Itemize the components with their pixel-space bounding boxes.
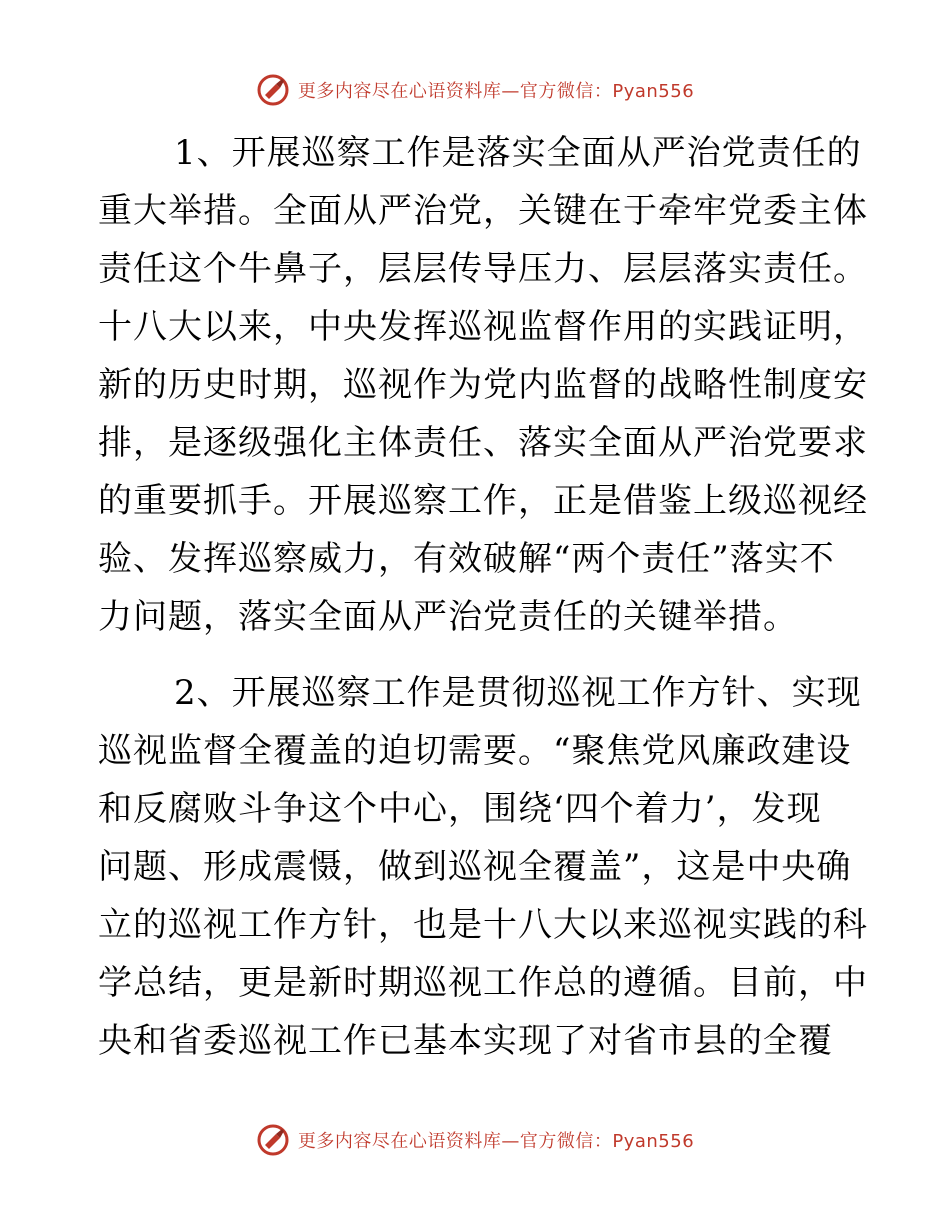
logo-seal-icon xyxy=(256,1123,290,1157)
text-line: 验、发挥巡察威力，有效破解“两个责任”落实不 xyxy=(98,539,835,579)
text-line: 和反腐败斗争这个中心，围绕‘四个着力’，发现 xyxy=(98,789,822,829)
text-line: 十八大以来，中央发挥巡视监督作用的实践证明， xyxy=(98,307,868,347)
text-line: 问题、形成震慑，做到巡视全覆盖”，这是中央确 xyxy=(98,847,852,887)
paragraph-1 xyxy=(98,124,868,646)
text-line: 学总结，更是新时期巡视工作总的遵循。目前，中 xyxy=(98,963,868,1003)
text-line: 新的历史时期，巡视作为党内监督的战略性制度安 xyxy=(98,365,868,405)
text-line: 重大举措。全面从严治党，关键在于牵牢党委主体 xyxy=(98,191,868,231)
text-line: 巡视监督全覆盖的迫切需要。“聚焦党风廉政建设 xyxy=(98,731,852,771)
text-line: 力问题，落实全面从严治党责任的关键举措。 xyxy=(98,597,798,637)
paragraph-2 xyxy=(98,664,868,1070)
text-line: 排，是逐级强化主体责任、落实全面从严治党要求 xyxy=(98,423,868,463)
document-body xyxy=(98,124,868,1088)
header-banner xyxy=(0,70,950,110)
footer-banner-text: 更多内容尽在心语资料库—官方微信：Pyan556 xyxy=(297,1131,695,1152)
text-line: 2、开展巡察工作是贯彻巡视工作方针、实现 xyxy=(174,673,862,713)
header-banner-text: 更多内容尽在心语资料库—官方微信：Pyan556 xyxy=(297,81,695,102)
text-line: 的重要抓手。开展巡察工作，正是借鉴上级巡视经 xyxy=(98,481,868,521)
footer-banner xyxy=(0,1120,950,1160)
logo-seal-icon xyxy=(256,73,290,107)
text-line: 1、开展巡察工作是落实全面从严治党责任的 xyxy=(174,133,862,173)
text-line: 立的巡视工作方针，也是十八大以来巡视实践的科 xyxy=(98,905,868,945)
text-line: 央和省委巡视工作已基本实现了对省市县的全覆 xyxy=(98,1021,833,1061)
text-line: 责任这个牛鼻子，层层传导压力、层层落实责任。 xyxy=(98,249,868,289)
